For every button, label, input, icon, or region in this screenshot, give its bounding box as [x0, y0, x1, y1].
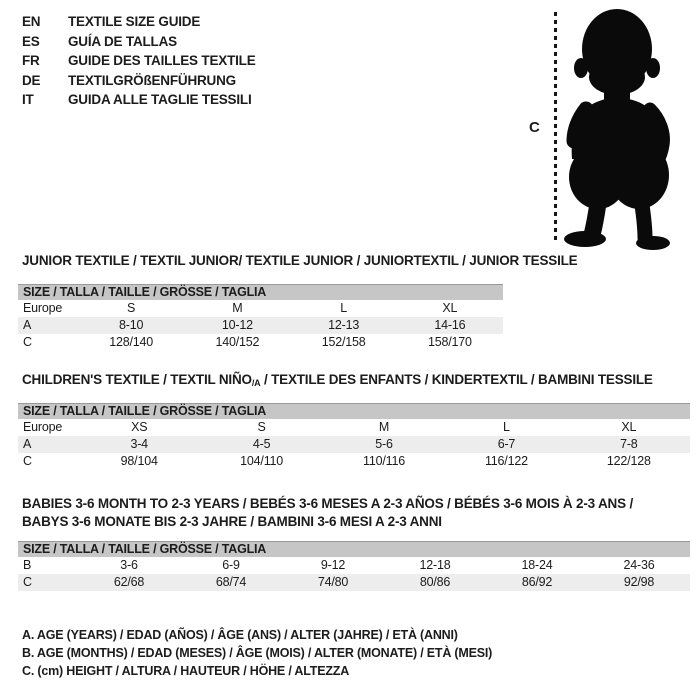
section-title-children	[22, 371, 653, 392]
table-row-a	[18, 317, 503, 334]
cell-value: 74/80	[317, 575, 349, 589]
junior-size-table	[18, 284, 503, 351]
toddler-silhouette-icon	[560, 5, 700, 250]
size-header-row: SIZE / TALLA / TAILLE / GRÖSSE / TAGLIA	[18, 541, 690, 557]
cell-value: M	[232, 301, 243, 315]
row-label: C	[23, 454, 32, 468]
language-code: FR	[22, 53, 40, 68]
cell-value: 7-8	[620, 437, 638, 451]
height-measure-dashed-line	[554, 12, 557, 244]
language-title: GUÍA DE TALLAS	[68, 33, 177, 49]
cell-value: L	[340, 301, 347, 315]
table-row-c	[18, 453, 690, 470]
language-row-fr	[22, 51, 256, 71]
size-header-row: SIZE / TALLA / TAILLE / GRÖSSE / TAGLIA	[18, 403, 690, 419]
cell-value: 18-24	[521, 558, 553, 572]
cell-value: 98/104	[120, 454, 158, 468]
cell-value: XS	[131, 420, 148, 434]
row-label: Europe	[23, 301, 63, 315]
language-title: GUIDE DES TAILLES TEXTILE	[68, 53, 256, 68]
cell-value: 4-5	[252, 437, 271, 451]
language-title: GUIDA ALLE TAGLIE TESSILI	[68, 92, 252, 107]
row-label: A	[23, 437, 32, 451]
cell-value: 24-36	[623, 558, 655, 572]
row-label: B	[23, 558, 32, 572]
row-label: C	[23, 335, 32, 349]
babies-size-table	[18, 541, 690, 591]
cell-value: 10-12	[221, 318, 253, 332]
cell-value: 6-9	[222, 558, 240, 572]
cell-value: 122/128	[606, 454, 651, 468]
footnote-height-cm: C. (cm) HEIGHT / ALTURA / HAUTEUR / HÖHE / ALTEZZA	[22, 664, 350, 679]
language-row-it	[22, 90, 256, 110]
cell-value: XL	[621, 420, 637, 434]
section-title-babies-line2: BABYS 3-6 MONATE BIS 2-3 JAHRE / BAMBINI 3-6 MESI A 2-3 ANNI	[22, 514, 442, 529]
section-title-junior: JUNIOR TEXTILE / TEXTIL JUNIOR/ TEXTILE JUNIOR / JUNIORTEXTIL / JUNIOR TESSILE	[22, 253, 578, 268]
cell-value: 3-4	[130, 437, 148, 451]
size-header-row: SIZE / TALLA / TAILLE / GRÖSSE / TAGLIA	[18, 284, 503, 300]
row-label: C	[23, 575, 32, 589]
table-row-c	[18, 574, 690, 591]
section-title-babies-line1: BABIES 3-6 MONTH TO 2-3 YEARS / BEBÉS 3-6 MESES A 2-3 AÑOS / BÉBÉS 3-6 MOIS À 2-3 ANS /	[22, 496, 633, 511]
cell-value: S	[127, 301, 136, 315]
section-title-babies	[22, 495, 633, 531]
cell-value: 80/86	[419, 575, 451, 589]
children-size-table	[18, 403, 690, 470]
cell-value: L	[503, 420, 510, 434]
cell-value: 12-13	[328, 318, 360, 332]
cell-value: M	[378, 420, 390, 434]
table-row-b	[18, 557, 690, 574]
table-row-c	[18, 334, 503, 351]
cell-value: 12-18	[419, 558, 451, 572]
language-title-list	[22, 12, 256, 110]
language-code: ES	[22, 33, 40, 49]
language-code: DE	[22, 72, 41, 88]
table-row-europe	[18, 419, 690, 436]
language-row-de	[22, 71, 256, 91]
table-row-europe	[18, 300, 503, 317]
table-row-a	[18, 436, 690, 453]
cell-value: 14-16	[434, 318, 466, 332]
footnote-age-years: A. AGE (YEARS) / EDAD (AÑOS) / ÂGE (ANS) / ALTER (JAHRE) / ETÀ (ANNI)	[22, 628, 458, 642]
language-title: TEXTILGRÖßENFÜHRUNG	[68, 72, 236, 88]
cell-value: 158/170	[427, 335, 472, 349]
language-title: TEXTILE SIZE GUIDE	[68, 14, 201, 29]
cell-value: XL	[442, 301, 458, 315]
cell-value: 140/152	[215, 335, 260, 349]
section-title-children-text: CHILDREN'S TEXTILE / TEXTIL NIÑO	[22, 372, 252, 387]
cell-value: 68/74	[215, 575, 247, 589]
language-code: EN	[22, 14, 41, 29]
language-row-en	[22, 12, 256, 32]
cell-value: 62/68	[113, 575, 145, 589]
cell-value: 104/110	[240, 454, 284, 468]
cell-value: 128/140	[109, 335, 154, 349]
row-label: Europe	[23, 420, 63, 434]
cell-value: 116/122	[484, 454, 528, 468]
cell-value: 5-6	[375, 437, 393, 451]
section-title-children-text: / TEXTILE DES ENFANTS / KINDERTEXTIL / BAMBINI TESSILE	[260, 372, 653, 387]
cell-value: S	[257, 420, 266, 434]
cell-value: 110/116	[363, 454, 405, 468]
row-label: A	[23, 318, 32, 332]
cell-value: 86/92	[521, 575, 553, 589]
language-code: IT	[22, 92, 34, 107]
cell-value: 152/158	[321, 335, 366, 349]
section-title-children-subscript: /A	[251, 378, 261, 388]
footnotes	[22, 626, 492, 681]
footnote-age-months: B. AGE (MONTHS) / EDAD (MESES) / ÂGE (MOIS) / ALTER (MONATE) / ETÀ (MESI)	[22, 646, 493, 661]
cell-value: 92/98	[623, 575, 655, 589]
height-measure-label: C	[529, 119, 540, 136]
cell-value: 8-10	[119, 318, 144, 332]
language-row-es	[22, 32, 256, 52]
cell-value: 6-7	[497, 437, 516, 451]
cell-value: 3-6	[120, 558, 138, 572]
cell-value: 9-12	[320, 558, 346, 572]
